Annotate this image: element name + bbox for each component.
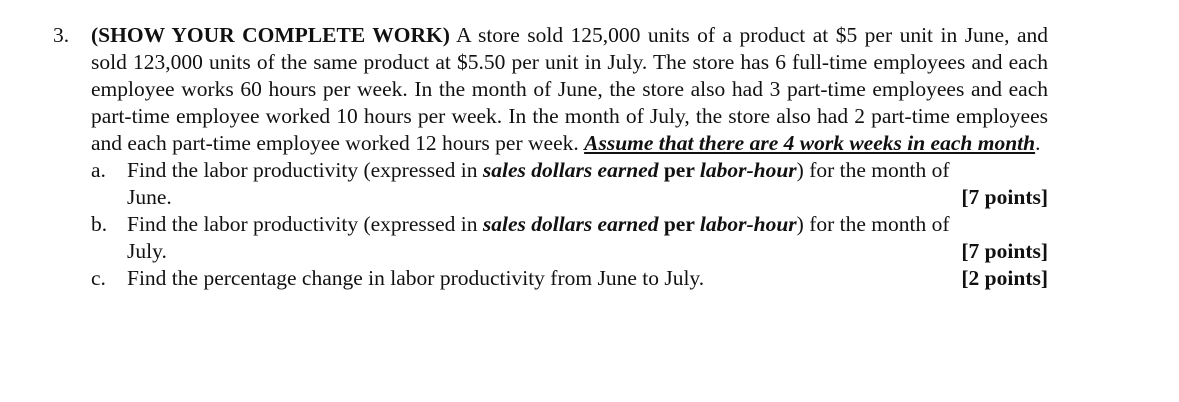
- emphasis-labor-hour: labor-hour: [699, 158, 797, 182]
- emphasis-sales-dollars: sales dollars earned: [482, 212, 659, 236]
- part-letter: a.: [91, 158, 106, 182]
- part-month: June.: [127, 185, 172, 209]
- emphasis-per: per: [658, 212, 700, 236]
- emphasis-per: per: [658, 158, 700, 182]
- part-last-line: [127, 265, 1048, 292]
- part-text-segment: Find the labor productivity (expressed in: [127, 158, 483, 182]
- part-text: [127, 157, 1048, 184]
- part-text-segment: ) for the month of: [796, 212, 950, 236]
- part-text-segment: Find the labor productivity (expressed in: [127, 212, 483, 236]
- assumption-note: Assume that there are 4 work weeks in each month: [584, 131, 1036, 155]
- emphasis-sales-dollars: sales dollars earned: [482, 158, 659, 182]
- part-text-segment: ) for the month of: [796, 158, 950, 182]
- part-b: [91, 211, 1048, 265]
- part-last-line: [127, 238, 1048, 265]
- question-number: 3.: [53, 23, 70, 47]
- points-label: [2 points]: [961, 266, 1048, 290]
- part-text: Find the percentage change in labor productivity from June to July.: [127, 266, 705, 290]
- part-c: [91, 265, 1048, 292]
- points-label: [7 points]: [961, 239, 1048, 263]
- part-letter: c.: [91, 266, 106, 290]
- part-month: July.: [127, 239, 167, 263]
- part-letter: b.: [91, 212, 108, 236]
- problem-3: [53, 22, 1048, 292]
- part-last-line: [127, 184, 1048, 211]
- part-a: [91, 157, 1048, 211]
- points-label: [7 points]: [961, 185, 1048, 209]
- problem-stem: [91, 22, 1048, 157]
- assumption-period: .: [1035, 131, 1041, 155]
- problem-statement: A store sold 125,000 units of a product at $5 per unit in June, and sold 123,000 units of the same product at $5.50 per unit in July. The store has 6 full-time employees and each employee works 60 hours per week. In the month of June, the store also had 3 part-time employees and each part-time employee worked 10 hours per week. In the month of July, the store also had 2 part-time employees and each part-time employee worked 12 hours per week.: [91, 23, 1048, 155]
- sub-questions: [91, 157, 1048, 292]
- instruction-lead: (SHOW YOUR COMPLETE WORK): [91, 23, 450, 47]
- emphasis-labor-hour: labor-hour: [699, 212, 797, 236]
- part-text: [127, 211, 1048, 238]
